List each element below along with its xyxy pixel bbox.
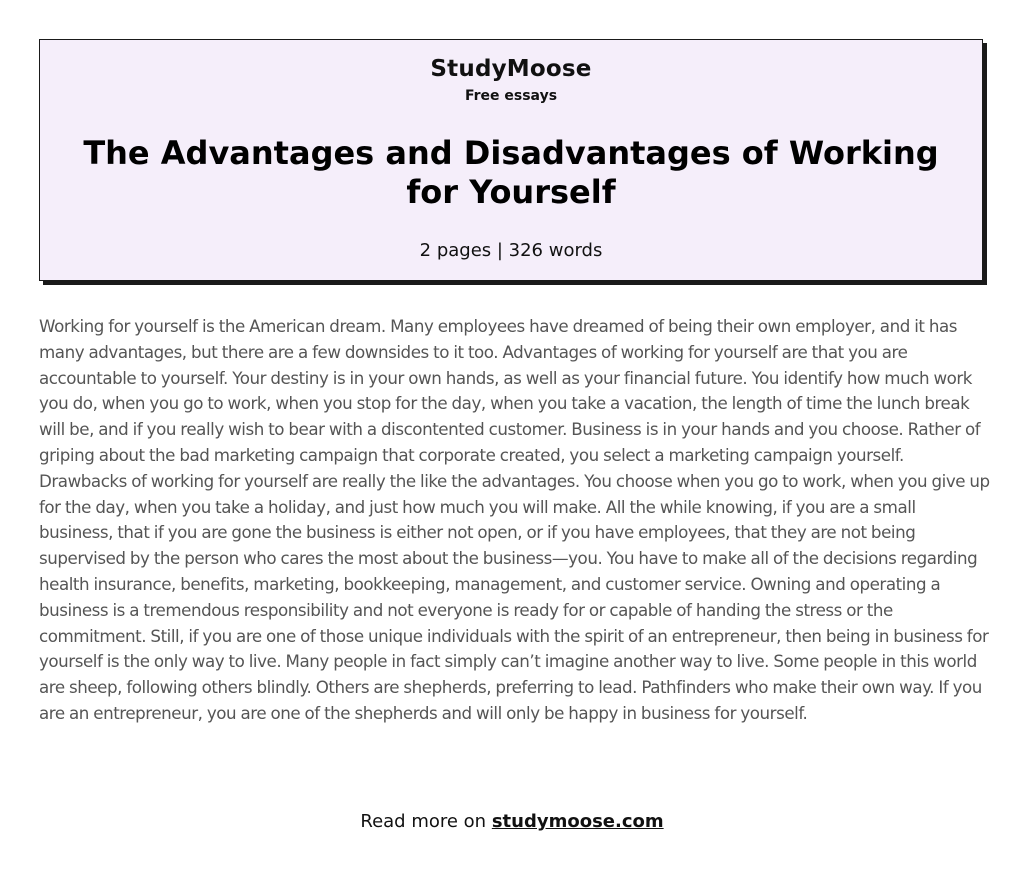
essay-meta: 2 pages | 326 words (419, 240, 603, 261)
essay-body-text: Working for yourself is the American dream. Many employees have dreamed of being their own employer, and it has many advantages, but there are a few downsides to it too. Advantages of working for yourself are that you are accountable to yourself. Your destiny is in your own hands, as well as your financial future. You identify how much work you do, when you go to work, when you stop for the day, when you take a vacation, the length of time the lunch break will be, and if you really wish to bear with a discontented customer. Business is in your hands and you choose. Rather of griping about the bad marketing campaign that corporate created, you select a marketing campaign yourself. Drawbacks of working for yourself are really the like the advantages. You choose when you go to work, when you give up for the day, when you take a holiday, and just how much you will make. All the while knowing, if you are a small business, that if you are gone the business is either not open, or if you have employees, that they are not being supervised by the person who cares the most about the business—you. You have to make all of the decisions regarding health insurance, benefits, marketing, bookkeeping, management, and customer service. Owning and operating a business is a tremendous responsibility and not everyone is ready for or capable of handing the stress or the commitment. Still, if you are one of those unique individuals with the spirit of an entrepreneur, then being in business for yourself is the only way to live. Many people in fact simply can’t imagine another way to live. Some people in this world are sheep, following others blindly. Others are shepherds, preferring to lead. Pathfinders who make their own way. If you are an entrepreneur, you are one of the shepherds and will only be happy in business for yourself. (39, 316, 990, 723)
studymoose-link[interactable]: studymoose.com (491, 811, 664, 832)
read-more-footer (0, 811, 1024, 832)
read-more-label: Read more on (360, 811, 492, 832)
brand-logo-text[interactable]: StudyMoose (430, 56, 592, 82)
essay-header-card (39, 39, 983, 281)
brand-tagline: Free essays (464, 88, 558, 104)
essay-title: The Advantages and Disadvantages of Working for Yourself (83, 134, 939, 211)
